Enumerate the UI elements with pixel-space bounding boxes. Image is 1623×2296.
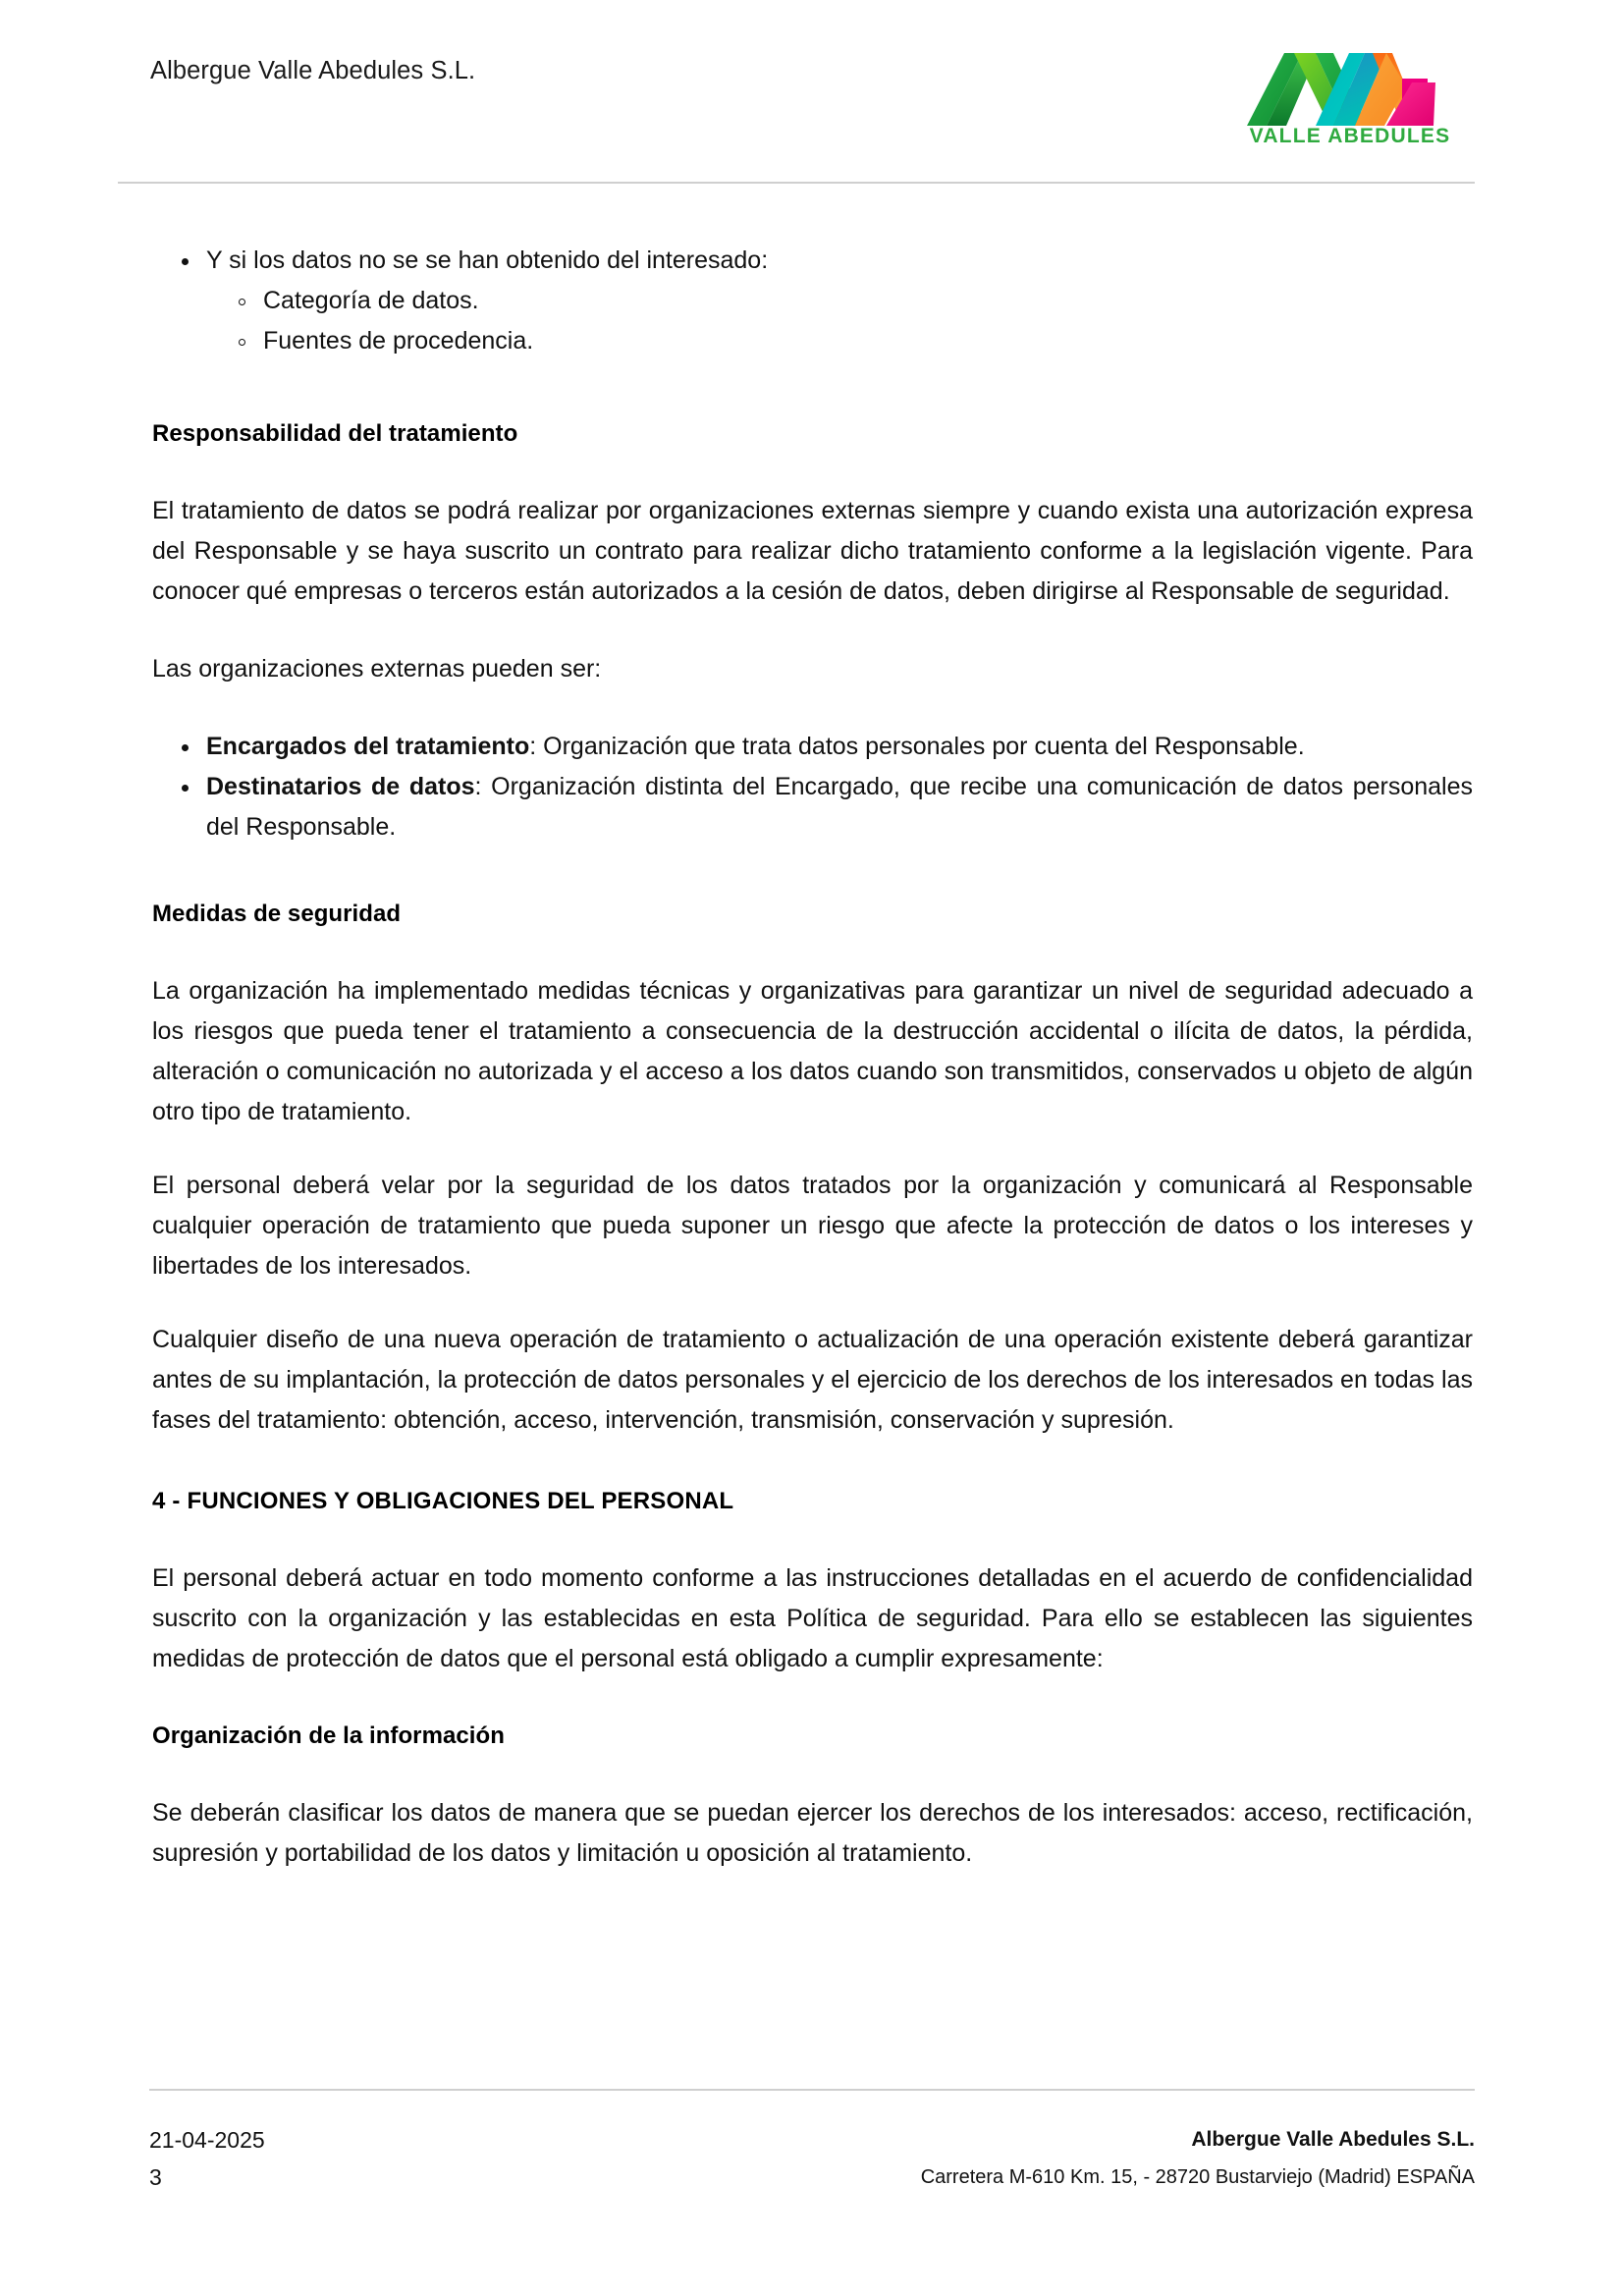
footer-left-block <box>149 2121 265 2196</box>
spacer <box>152 689 1473 727</box>
list-item <box>152 727 1473 767</box>
paragraph-organizaciones-lead: Las organizaciones externas pueden ser: <box>152 655 602 683</box>
heading-responsabilidad: Responsabilidad del tratamiento <box>152 420 518 447</box>
spacer <box>152 847 1473 901</box>
spacer <box>152 1286 1473 1320</box>
spacer <box>152 1515 1473 1558</box>
spacer <box>152 361 1473 420</box>
list-item: Y si los datos no se se han obtenido del interesado: <box>152 241 1473 281</box>
document-body <box>152 241 1473 1874</box>
spacer <box>152 612 1473 649</box>
paragraph-medidas-1: La organización ha implementado medidas técnicas y organizativas para garantizar un nivel de seguridad adecuado a los riesgos que pueda tener el tratamiento a consecuencia de la destrucción accidental o ilícita de datos, la pérdida, alteración o comunicación no autorizada y el acceso a los datos cuando son transmitidos, conservados u objeto de algún otro tipo de tratamiento. <box>152 977 1473 1125</box>
paragraph-seccion-4: El personal deberá actuar en todo momento conforme a las instrucciones detalladas en el acuerdo de confidencialidad suscrito con la organización y las establecidas en esta Política de seguridad. Para ello se establecen las siguientes medidas de protección de datos que el personal está obligado a cumplir expresamente: <box>152 1564 1473 1672</box>
list-item-definition: : Organización distinta del Encargado, que recibe una comunicación de datos personales del Responsable. <box>206 773 1473 841</box>
paragraph-medidas-3: Cualquier diseño de una nueva operación de tratamiento o actualización de una operación existente deberá garantizar antes de su implantación, la protección de datos personales y el ejercicio de los derechos de los interesados en todas las fases del tratamiento: obtención, acceso, intervención, transmisión, conservación y supresión. <box>152 1326 1473 1434</box>
footer-company-name: Albergue Valle Abedules S.L. <box>1191 2128 1475 2151</box>
logo-wordmark: VALLE ABEDULES <box>1249 125 1451 147</box>
paragraph-organizacion-informacion: Se deberán clasificar los datos de manera que se puedan ejercer los derechos de los interesados: acceso, rectificación, supresión y portabilidad de los datos y limitación u oposición al tratamiento. <box>152 1799 1473 1867</box>
organizaciones-list <box>152 727 1473 847</box>
header-divider <box>118 182 1475 184</box>
paragraph-responsabilidad: El tratamiento de datos se podrá realizar por organizaciones externas siempre y cuando exista una autorización expresa del Responsable y se haya suscrito un contrato para realizar dicho tratamiento conforme a la legislación vigente. Para conocer qué empresas o terceros están autorizados a la cesión de datos, deben dirigirse al Responsable de seguridad. <box>152 497 1473 605</box>
spacer <box>152 1441 1473 1488</box>
intro-sub-bullet-list <box>152 281 1473 361</box>
list-item: Fuentes de procedencia. <box>152 321 1473 361</box>
spacer <box>152 448 1473 491</box>
page-footer <box>149 2121 1475 2239</box>
list-item-term: Encargados del tratamiento <box>206 733 530 760</box>
list-item-definition: : Organización que trata datos personales por cuenta del Responsable. <box>529 733 1305 760</box>
spacer <box>152 1750 1473 1793</box>
footer-page-number: 3 <box>149 2164 162 2190</box>
footer-divider <box>149 2089 1475 2091</box>
footer-date: 21-04-2025 <box>149 2127 265 2153</box>
header-company-name: Albergue Valle Abedules S.L. <box>150 57 476 84</box>
page-header <box>118 29 1473 177</box>
heading-seccion-4: 4 - FUNCIONES Y OBLIGACIONES DEL PERSONAL <box>152 1488 734 1514</box>
company-logo <box>1227 29 1473 157</box>
list-item <box>152 767 1473 847</box>
footer-right-block <box>921 2121 1475 2196</box>
list-item: Categoría de datos. <box>152 281 1473 321</box>
list-item-term: Destinatarios de datos <box>206 773 475 800</box>
spacer <box>152 1679 1473 1722</box>
footer-address: Carretera M-610 Km. 15, - 28720 Bustarviejo (Madrid) ESPAÑA <box>920 2166 1475 2188</box>
intro-bullet-list <box>152 241 1473 281</box>
paragraph-medidas-2: El personal deberá velar por la seguridad de los datos tratados por la organización y comunicará al Responsable cualquier operación de tratamiento que pueda suponer un riesgo que afecte la protección de datos o los intereses y libertades de los interesados. <box>152 1172 1473 1280</box>
mountain-logo-icon <box>1239 31 1463 128</box>
heading-organizacion-informacion: Organización de la información <box>152 1722 505 1749</box>
spacer <box>152 928 1473 971</box>
spacer <box>152 1132 1473 1166</box>
heading-medidas-seguridad: Medidas de seguridad <box>152 901 402 927</box>
